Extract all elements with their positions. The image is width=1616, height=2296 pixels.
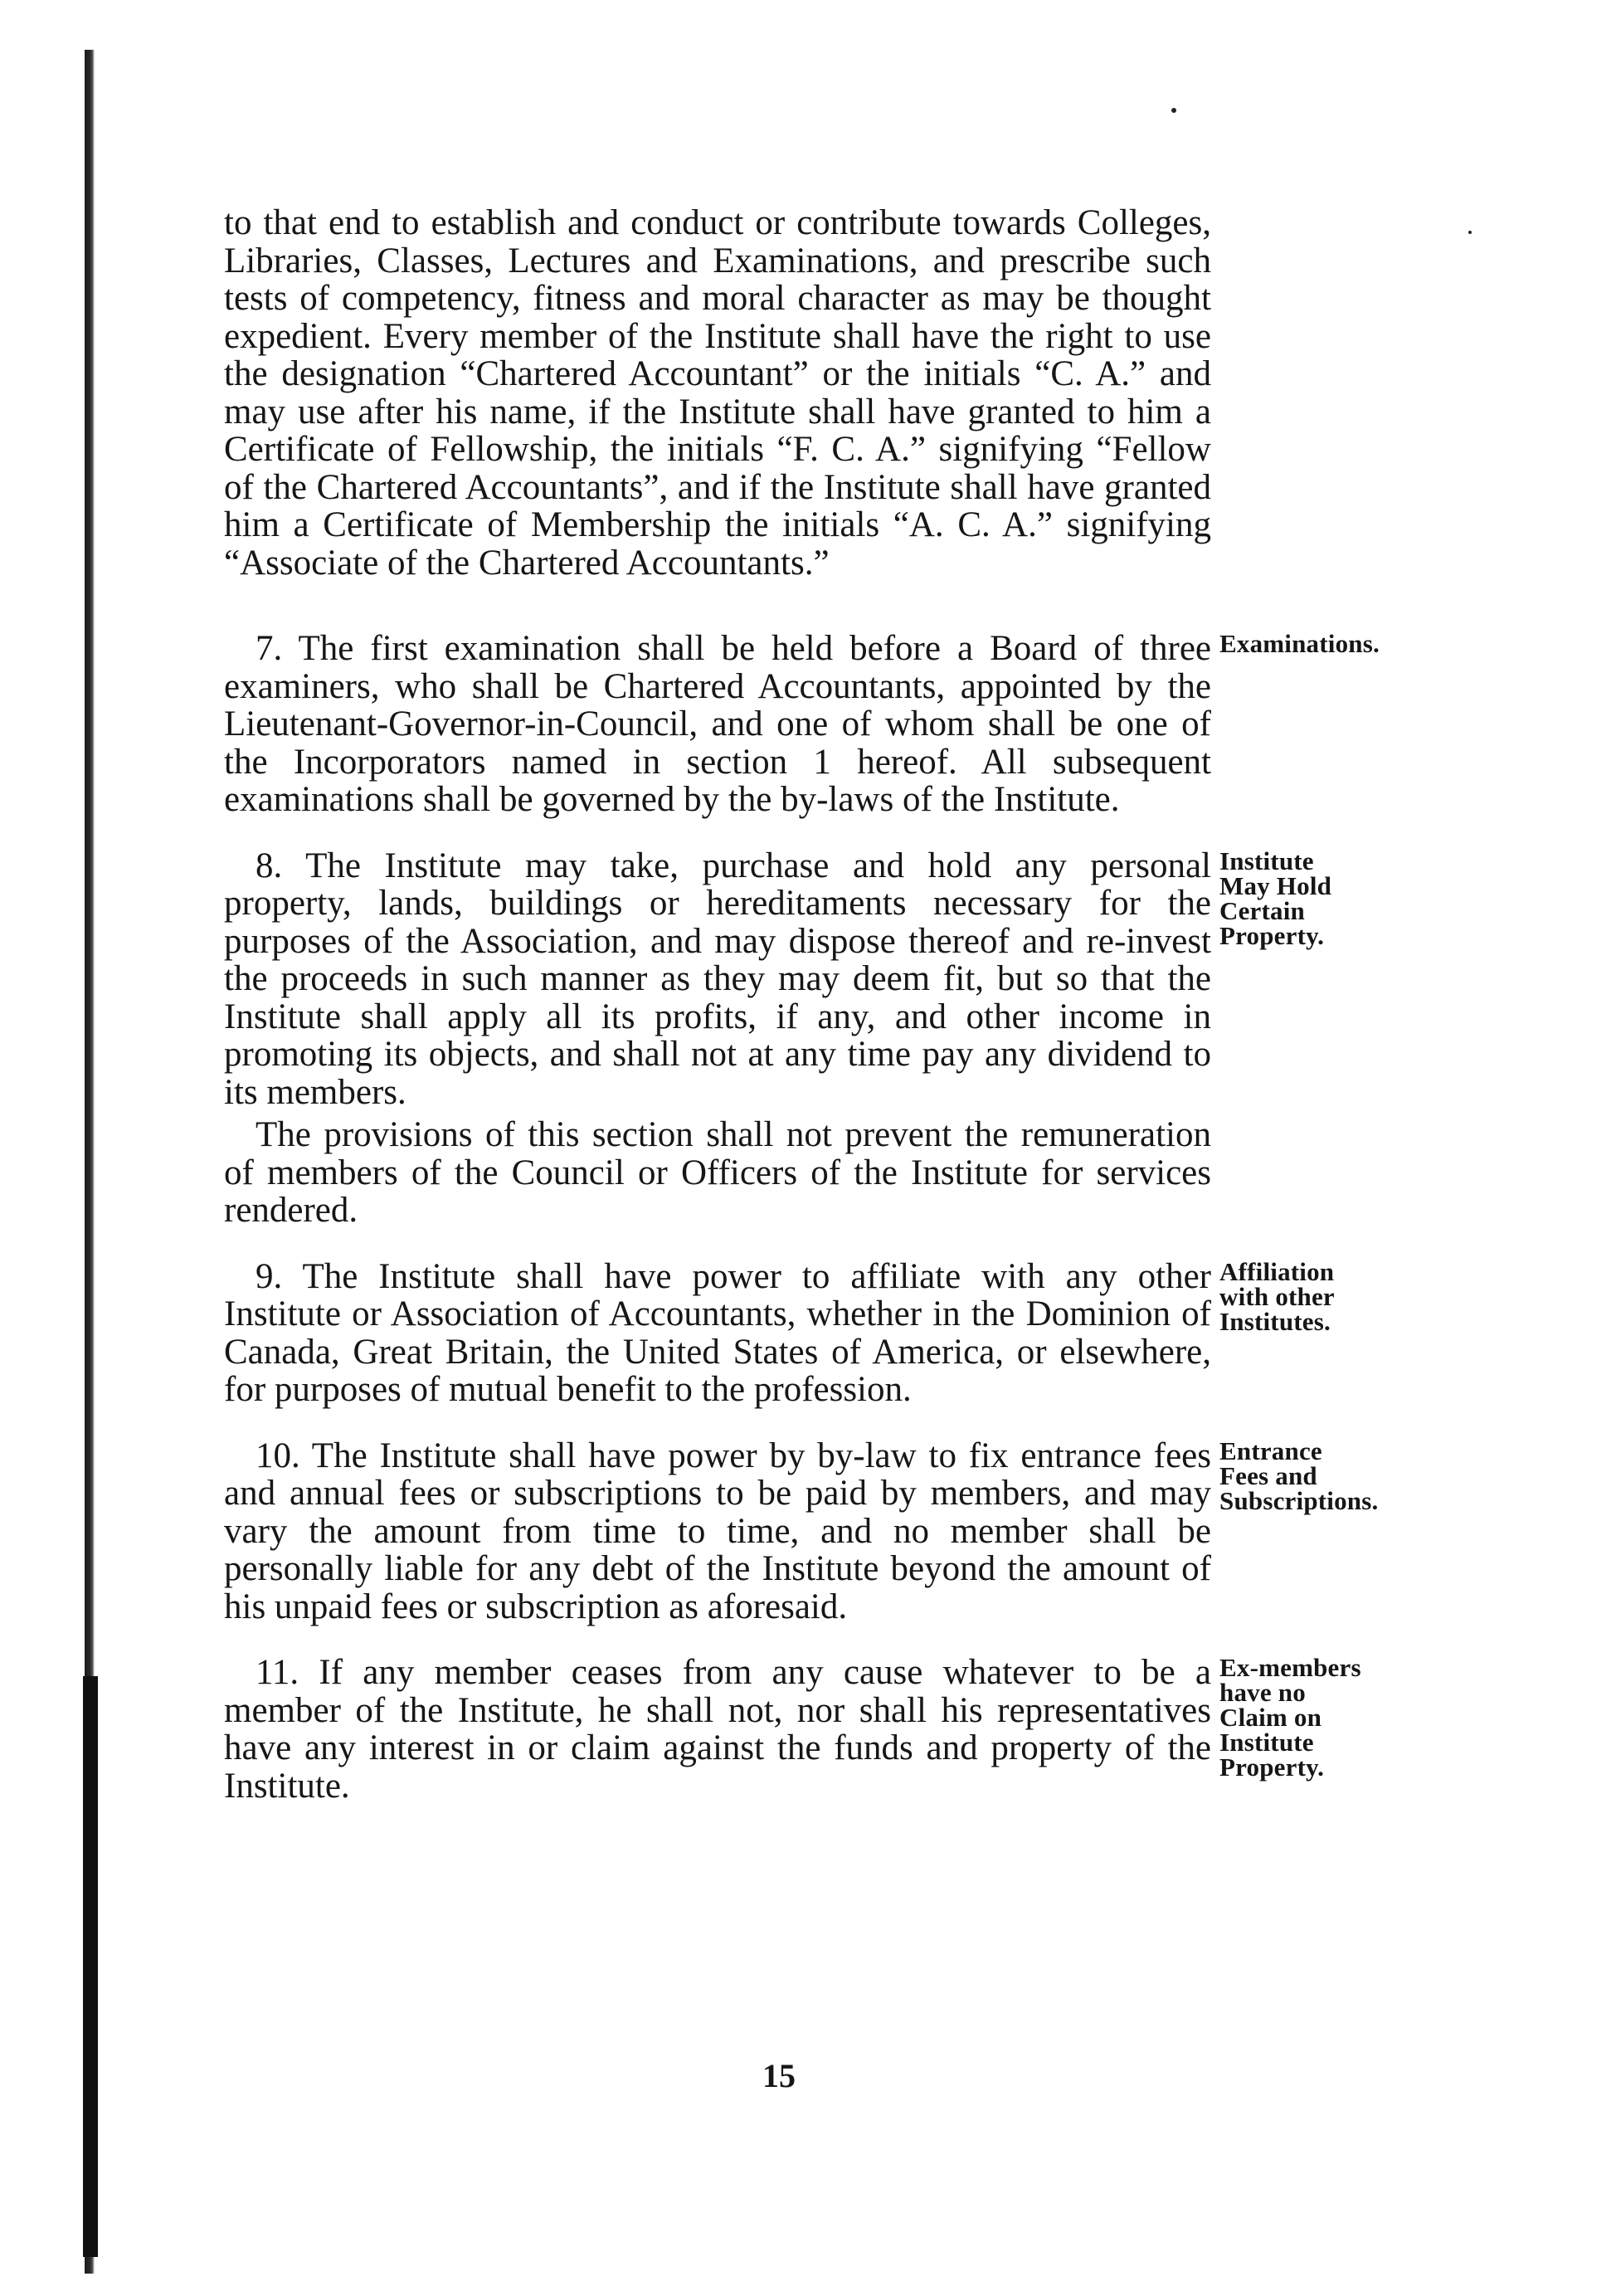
- section-9: [224, 1256, 1335, 1409]
- section-number: 8.: [256, 846, 283, 885]
- section-number: 7.: [256, 629, 283, 668]
- scan-speck: [1468, 231, 1472, 234]
- document-page: [224, 204, 1410, 1805]
- section-paragraph: [224, 1437, 1211, 1626]
- margin-note-line: Fees and: [1219, 1460, 1317, 1490]
- section-number: 10.: [256, 1436, 300, 1475]
- section-paragraph-secondary: The provisions of this section shall not prevent the remuneration of members of the Council or Officers of the Institute for services rendered.: [224, 1115, 1211, 1230]
- section-10: [224, 1436, 1379, 1626]
- margin-note-line: have no: [1219, 1678, 1306, 1707]
- section-number: 9.: [256, 1256, 283, 1296]
- section-text: The Institute may take, purchase and hold any personal property, lands, buildings or hereditaments necessary for the purposes of the Association, and may dispose thereof and re-invest the proceeds in such manner as they may deem fit, but so that the Institute shall apply all its profits, if any, and other income in promoting its objects, and shall not at any time pay any dividend to its members.: [224, 846, 1211, 1112]
- margin-note-line: Institutes.: [1219, 1306, 1331, 1336]
- section-paragraph: [224, 1258, 1211, 1409]
- page-number-text: 15: [762, 2057, 796, 2094]
- page-binding-shadow: [83, 1676, 98, 2257]
- margin-note-line: Certain: [1219, 895, 1305, 925]
- margin-note-line: Institute: [1219, 846, 1314, 875]
- margin-note-line: Property.: [1219, 1752, 1325, 1782]
- section-11: [224, 1653, 1361, 1806]
- margin-note-line: May Hold: [1219, 870, 1332, 900]
- margin-note-entrance-fees: [1219, 1436, 1419, 1515]
- scan-speck: [1171, 108, 1176, 113]
- section-8: [224, 846, 1332, 1230]
- margin-note-affiliation: [1219, 1256, 1419, 1336]
- margin-note-examinations: [1219, 631, 1419, 656]
- section-7: [224, 629, 1380, 819]
- section-paragraph: [224, 630, 1211, 819]
- page-number: [0, 2056, 1616, 2095]
- section-paragraph: [224, 847, 1211, 1112]
- margin-note-line: Claim on: [1219, 1703, 1322, 1732]
- section-paragraph: [224, 1654, 1211, 1805]
- section-text: The first examination shall be held before a Board of three examiners, who shall be Chartered Accountants, appointed by the Lieutenant-Governor-in-Council, and one of whom shall be one of the Incorporators named in section 1 hereof. All subsequent examinations shall be governed by the by-laws of the Institute.: [224, 629, 1211, 819]
- body-text-column: [224, 203, 1380, 1806]
- margin-note-line: Subscriptions.: [1219, 1485, 1379, 1515]
- section-text: If any member ceases from any cause whatever to be a member of the Institute, he shall not, nor shall his representatives have any interest in or claim against the funds and property of the Institute.: [224, 1653, 1211, 1806]
- margin-note-line: Examinations.: [1219, 629, 1380, 658]
- margin-note-ex-members: [1219, 1655, 1419, 1780]
- section-6-continuation: [224, 204, 1211, 582]
- margin-note-institute-property: [1219, 846, 1419, 950]
- continuation-paragraph: to that end to establish and conduct or contribute towards Colleges, Libraries, Classes, Lectures and Examinations, and prescribe such tests of competency, fitness and moral character as may be thought expedient. Every member of the Institute shall have the right to use the designation “Chartered Accountant” or the initials “C. A.” and may use after his name, if the Institute shall have granted to him a Certificate of Fellowship, the initials “F. C. A.” signifying “Fellow of the Chartered Accountants”, and if the Institute shall have granted him a Certificate of Membership the initials “A. C. A.” signifying “Associate of the Chartered Accountants.”: [224, 203, 1211, 583]
- margin-note-line: Entrance: [1219, 1436, 1322, 1465]
- margin-note-line: Institute: [1219, 1728, 1314, 1757]
- margin-note-line: Property.: [1219, 920, 1325, 950]
- margin-note-line: Ex-members: [1219, 1653, 1361, 1682]
- margin-note-line: Affiliation: [1219, 1256, 1335, 1286]
- section-text: The Institute shall have power to affiliate with any other Institute or Association of Accountants, whether in the Dominion of Canada, Great Britain, the United States of America, or elsewhere, for purposes of mutual benefit to the profession.: [224, 1256, 1211, 1409]
- section-number: 11.: [256, 1653, 299, 1692]
- section-text: The Institute shall have power by by-law to fix entrance fees and annual fees or subscriptions to be paid by members, and may vary the amount from time to time, and no member shall be personally liable for any debt of the Institute beyond the amount of his unpaid fees or subscription as aforesaid.: [224, 1436, 1211, 1626]
- margin-note-line: with other: [1219, 1281, 1335, 1311]
